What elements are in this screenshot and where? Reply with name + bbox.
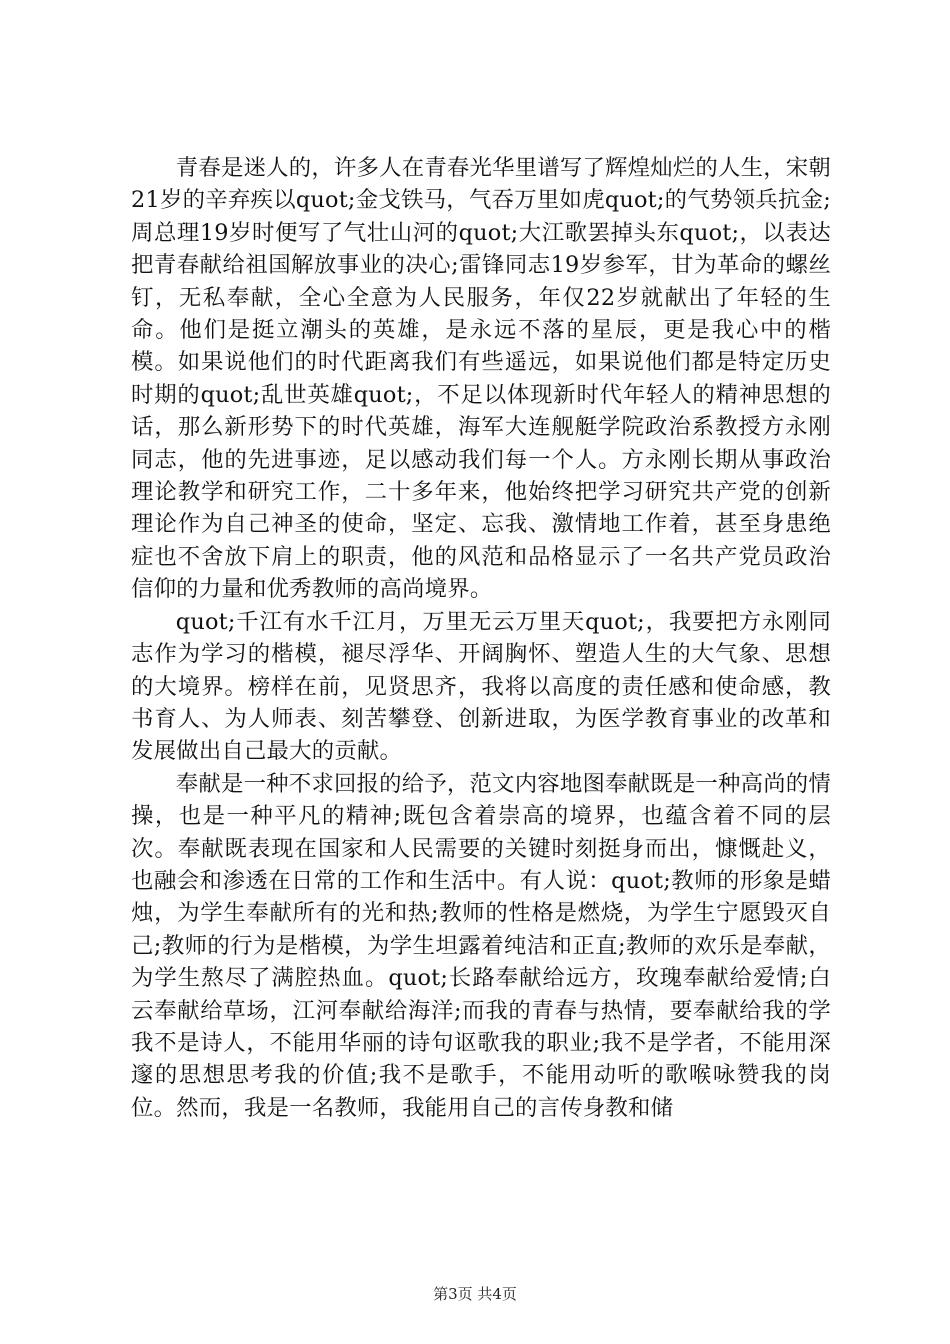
paragraph: 奉献是一种不求回报的给予，范文内容地图奉献既是一种高尚的情操，也是一种平凡的精神;既包含着崇高的境界，也蕴含着不同的层次。奉献既表现在国家和人民需要的关键时刻挺身而出，慷慨赴义，也融会和渗透在日常的工作和生活中。有人说：quot;教师的形象是蜡烛，为学生奉献所有的光和热;教师的性格是燃烧，为学生宁愿毁灭自己;教师的行为是楷模，为学生坦露着纯洁和正直;教师的欢乐是奉献，为学生熬尽了满腔热血。quot;长路奉献给远方，玫瑰奉献给爱情;白云奉献给草场，江河奉献给海洋;而我的青春与热情，要奉献给我的学我不是诗人，不能用华丽的诗句讴歌我的职业;我不是学者，不能用深邃的思想思考我的价值;我不是歌手，不能用动听的歌喉咏赞我的岗位。然而，我是一名教师，我能用自己的言传身教和储 [131, 770, 831, 1121]
paragraph: 青春是迷人的，许多人在青春光华里谱写了辉煌灿烂的人生，宋朝21岁的辛弃疾以quot;金戈铁马，气吞万里如虎quot;的气势领兵抗金;周总理19岁时便写了气壮山河的quot;大江歌罢掉头东quot;，以表达把青春献给祖国解放事业的决心;雷锋同志19岁参军，甘为革命的螺丝钉，无私奉献，全心全意为人民服务，年仅22岁就献出了年轻的生命。他们是挺立潮头的英雄，是永远不落的星辰，更是我心中的楷模。如果说他们的时代距离我们有些遥远，如果说他们都是特定历史时期的quot;乱世英雄quot;，不足以体现新时代年轻人的精神思想的话，那么新形势下的时代英雄，海军大连舰艇学院政治系教授方永刚同志，他的先进事迹，足以感动我们每一个人。方永刚长期从事政治理论教学和研究工作，二十多年来，他始终把学习研究共产党的创新理论作为自己神圣的使命，坚定、忘我、激情地工作着，甚至身患绝症也不舍放下肩上的职责，他的风范和品格显示了一名共产党员政治信仰的力量和优秀教师的高尚境界。 [131, 155, 831, 603]
document-body [131, 152, 831, 1124]
paragraph: quot;千江有水千江月，万里无云万里天quot;，我要把方永刚同志作为学习的楷模，褪尽浮华、开阔胸怀、塑造人生的大气象、思想的大境界。榜样在前，见贤思齐，我将以高度的责任感和使命感，教书育人、为人师表、刻苦攀登、创新进取，为医学教育事业的改革和发展做出自己最大的贡献。 [131, 608, 831, 765]
page-number-footer: 第3页 共4页 [433, 1285, 517, 1303]
